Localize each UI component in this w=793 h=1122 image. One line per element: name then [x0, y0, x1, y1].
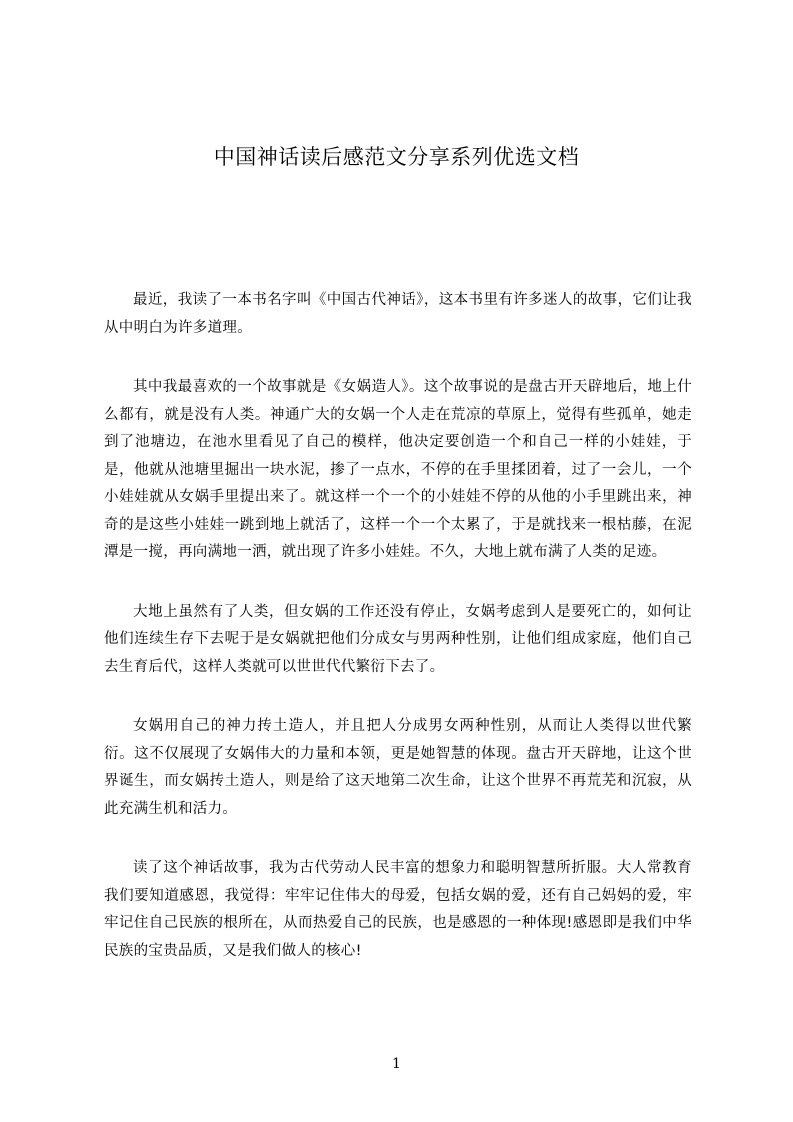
document-title: 中国神话读后感范文分享系列优选文档: [213, 145, 580, 169]
paragraph-3: 大地上虽然有了人类，但女娲的工作还没有停止，女娲考虑到人是要死亡的，如何让他们连续生存下去呢于是女娲就把他们分成女与男两种性别，让他们组成家庭，他们自己去生育后代，这样人类就可以世世代代繁衍下去了。: [104, 603, 692, 675]
document-body: [104, 287, 692, 997]
paragraph-1: 最近，我读了一本书名字叫《中国古代神话》，这本书里有许多迷人的故事，它们让我从中明白为许多道理。: [104, 292, 692, 336]
paragraph-2: 其中我最喜欢的一个故事就是《女娲造人》。这个故事说的是盘古开天辟地后，地上什么都有，就是没有人类。神通广大的女娲一个人走在荒凉的草原上，觉得有些孤单，她走到了池塘边，在池水里看见了自己的模样，他决定要创造一个和自己一样的小娃娃，于是，他就从池塘里掘出一块水泥，掺了一点水，不停的在手里揉团着，过了一会儿，一个小娃娃就从女娲手里提出来了。就这样一个一个的小娃娃不停的从他的小手里跳出来，神奇的是这些小娃娃一跳到地上就活了，这样一个一个太累了，于是就找来一根枯藤，在泥潭是一搅，再向满地一洒，就出现了许多小娃娃。不久，大地上就布满了人类的足迹。: [104, 379, 692, 560]
paragraph-5: 读了这个神话故事，我为古代劳动人民丰富的想象力和聪明智慧所折服。大人常教育我们要知道感恩，我觉得：牢牢记住伟大的母爱，包括女娲的爱，还有自己妈妈的爱，牢牢记住自己民族的根所在，从而热爱自己的民族，也是感恩的一种体现!感恩即是我们中华民族的宝贵品质，又是我们做人的核心!: [104, 860, 692, 959]
paragraph-4: 女娲用自己的神力抟土造人，并且把人分成男女两种性别，从而让人类得以世代繁衍。这不仅展现了女娲伟大的力量和本领，更是她智慧的体现。盘古开天辟地，让这个世界诞生，而女娲抟土造人，则是给了这天地第二次生命，让这个世界不再荒芜和沉寂，从此充满生机和活力。: [104, 718, 692, 817]
page-number: 1: [392, 1056, 401, 1072]
